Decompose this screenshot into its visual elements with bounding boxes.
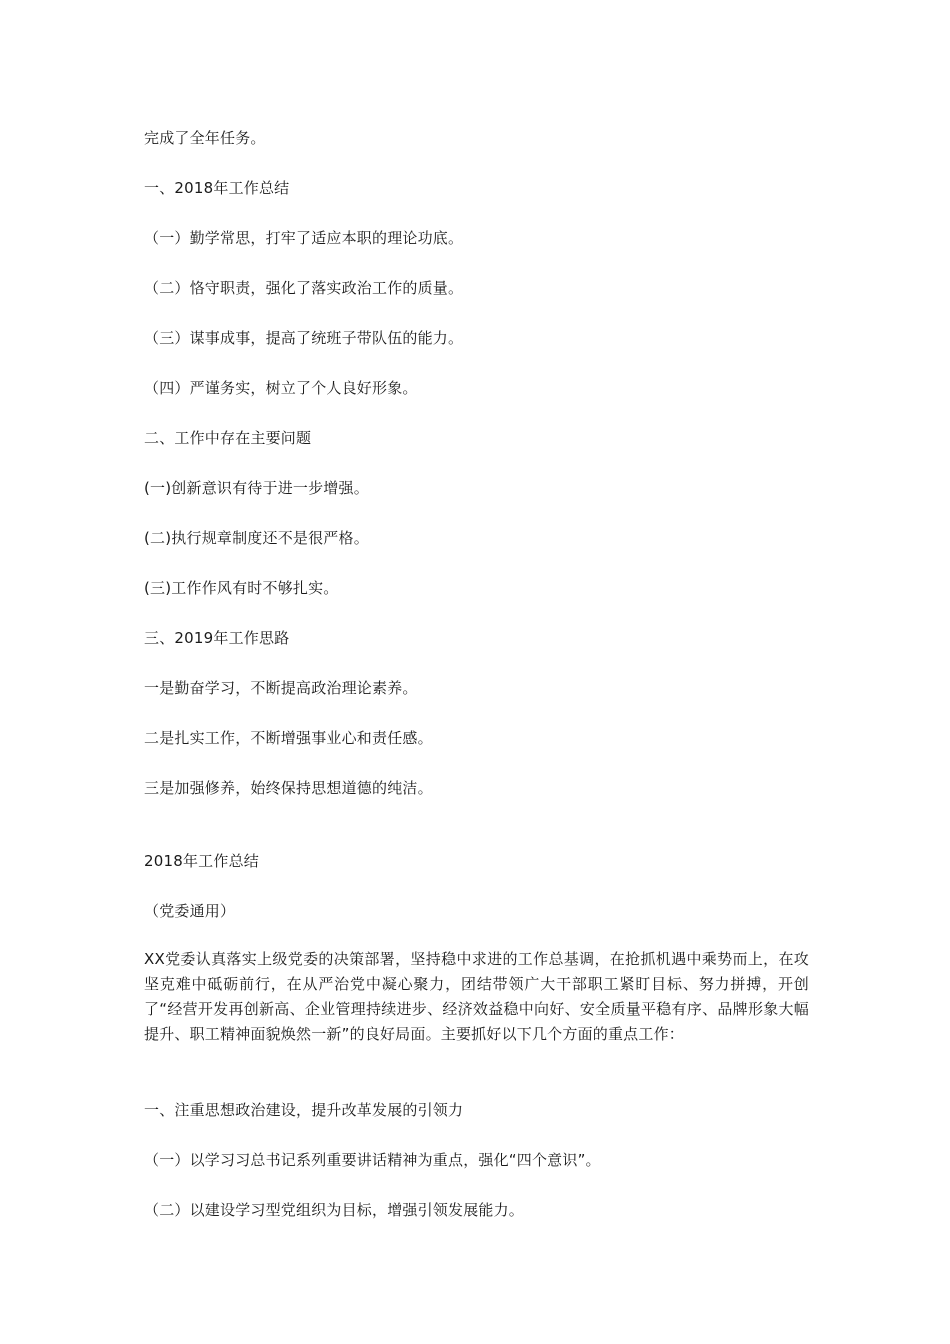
list-item-summary-4: （四）严谨务实，树立了个人良好形象。 <box>144 379 418 397</box>
list-item-plan-3: 三是加强修养，始终保持思想道德的纯洁。 <box>144 779 433 797</box>
heading-political-building: 一、注重思想政治建设，提升改革发展的引领力 <box>144 1101 464 1119</box>
list-item-learning-org: （二）以建设学习型党组织为目标，增强引领发展能力。 <box>144 1201 525 1219</box>
heading-problems: 二、工作中存在主要问题 <box>144 429 312 447</box>
heading-2019-plan: 三、2019年工作思路 <box>144 629 290 647</box>
list-item-summary-1: （一）勤学常思，打牢了适应本职的理论功底。 <box>144 229 464 247</box>
heading-2018-summary: 一、2018年工作总结 <box>144 179 290 197</box>
paragraph-task-complete: 完成了全年任务。 <box>144 129 266 147</box>
list-item-problem-3: (三)工作作风有时不够扎实。 <box>144 579 339 597</box>
list-item-summary-2: （二）恪守职责，强化了落实政治工作的质量。 <box>144 279 464 297</box>
list-item-problem-1: (一)创新意识有待于进一步增强。 <box>144 479 369 497</box>
list-item-study: （一）以学习习总书记系列重要讲话精神为重点，强化“四个意识”。 <box>144 1151 601 1169</box>
list-item-plan-1: 一是勤奋学习，不断提高政治理论素养。 <box>144 679 418 697</box>
section-subtitle: （党委通用） <box>144 902 236 920</box>
list-item-summary-3: （三）谋事成事，提高了统班子带队伍的能力。 <box>144 329 464 347</box>
list-item-plan-2: 二是扎实工作，不断增强事业心和责任感。 <box>144 729 433 747</box>
section-title: 2018年工作总结 <box>144 852 259 870</box>
body-paragraph: XX党委认真落实上级党委的决策部署，坚持稳中求进的工作总基调，在抢抓机遇中乘势而上，在攻坚克难中砥砺前行，在从严治党中凝心聚力，团结带领广大干部职工紧盯目标、努力拼搏，开创了“经营开发再创新高、企业管理持续进步、经济效益稳中向好、安全质量平稳有序、品牌形象大幅提升、职工精神面貌焕然一新”的良好局面。主要抓好以下几个方面的重点工作： <box>144 950 809 1043</box>
list-item-problem-2: (二)执行规章制度还不是很严格。 <box>144 529 369 547</box>
